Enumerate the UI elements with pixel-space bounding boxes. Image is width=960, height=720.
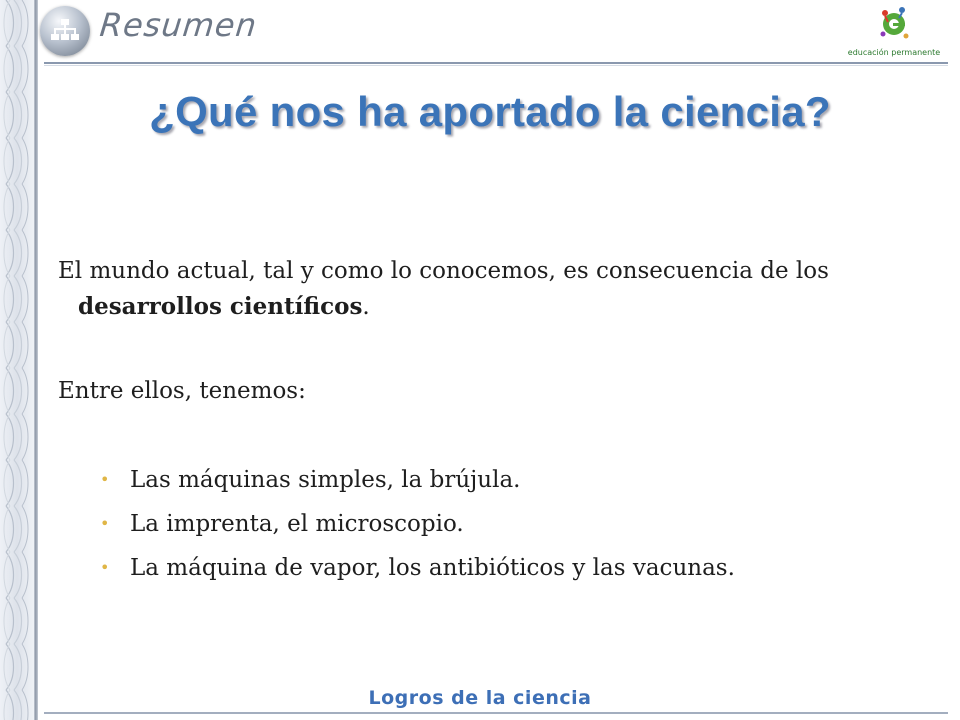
intro-text-bold: desarrollos científicos [78,293,363,320]
logo-text: educación permanente [847,48,941,57]
intro-paragraph [58,254,918,325]
bullet-icon: • [100,514,110,533]
decorative-left-border [0,0,38,720]
list-item [100,502,918,546]
footer-title: Logros de la ciencia [368,687,592,709]
hierarchy-icon [51,18,79,44]
slide-content [58,254,918,590]
intro-text-end: . [362,294,370,320]
border-pattern [0,0,38,720]
bullet-list [58,458,918,590]
logo-mark-icon [838,4,950,48]
footer-divider [44,712,948,714]
list-item-text: La imprenta, el microscopio. [130,511,464,537]
header-divider [44,62,948,64]
bullet-icon: • [100,558,110,577]
intro-text-start: El mundo actual, tal y como lo conocemos, es consecuencia de los [58,258,829,284]
bullet-icon: • [100,470,110,489]
left-edge-line [34,0,38,720]
slide-title: ¿Qué nos ha aportado la ciencia? [149,88,831,135]
list-item [100,546,918,590]
list-intro-paragraph: Entre ellos, tenemos: [58,378,306,404]
list-item-text: Las máquinas simples, la brújula. [130,467,521,493]
list-item [100,458,918,502]
section-label: Resumen [98,6,260,44]
resumen-button[interactable] [40,6,90,56]
list-item-text: La máquina de vapor, los antibióticos y las vacunas. [130,555,735,581]
header-divider-light [44,65,948,66]
educacion-permanente-logo [838,4,950,64]
